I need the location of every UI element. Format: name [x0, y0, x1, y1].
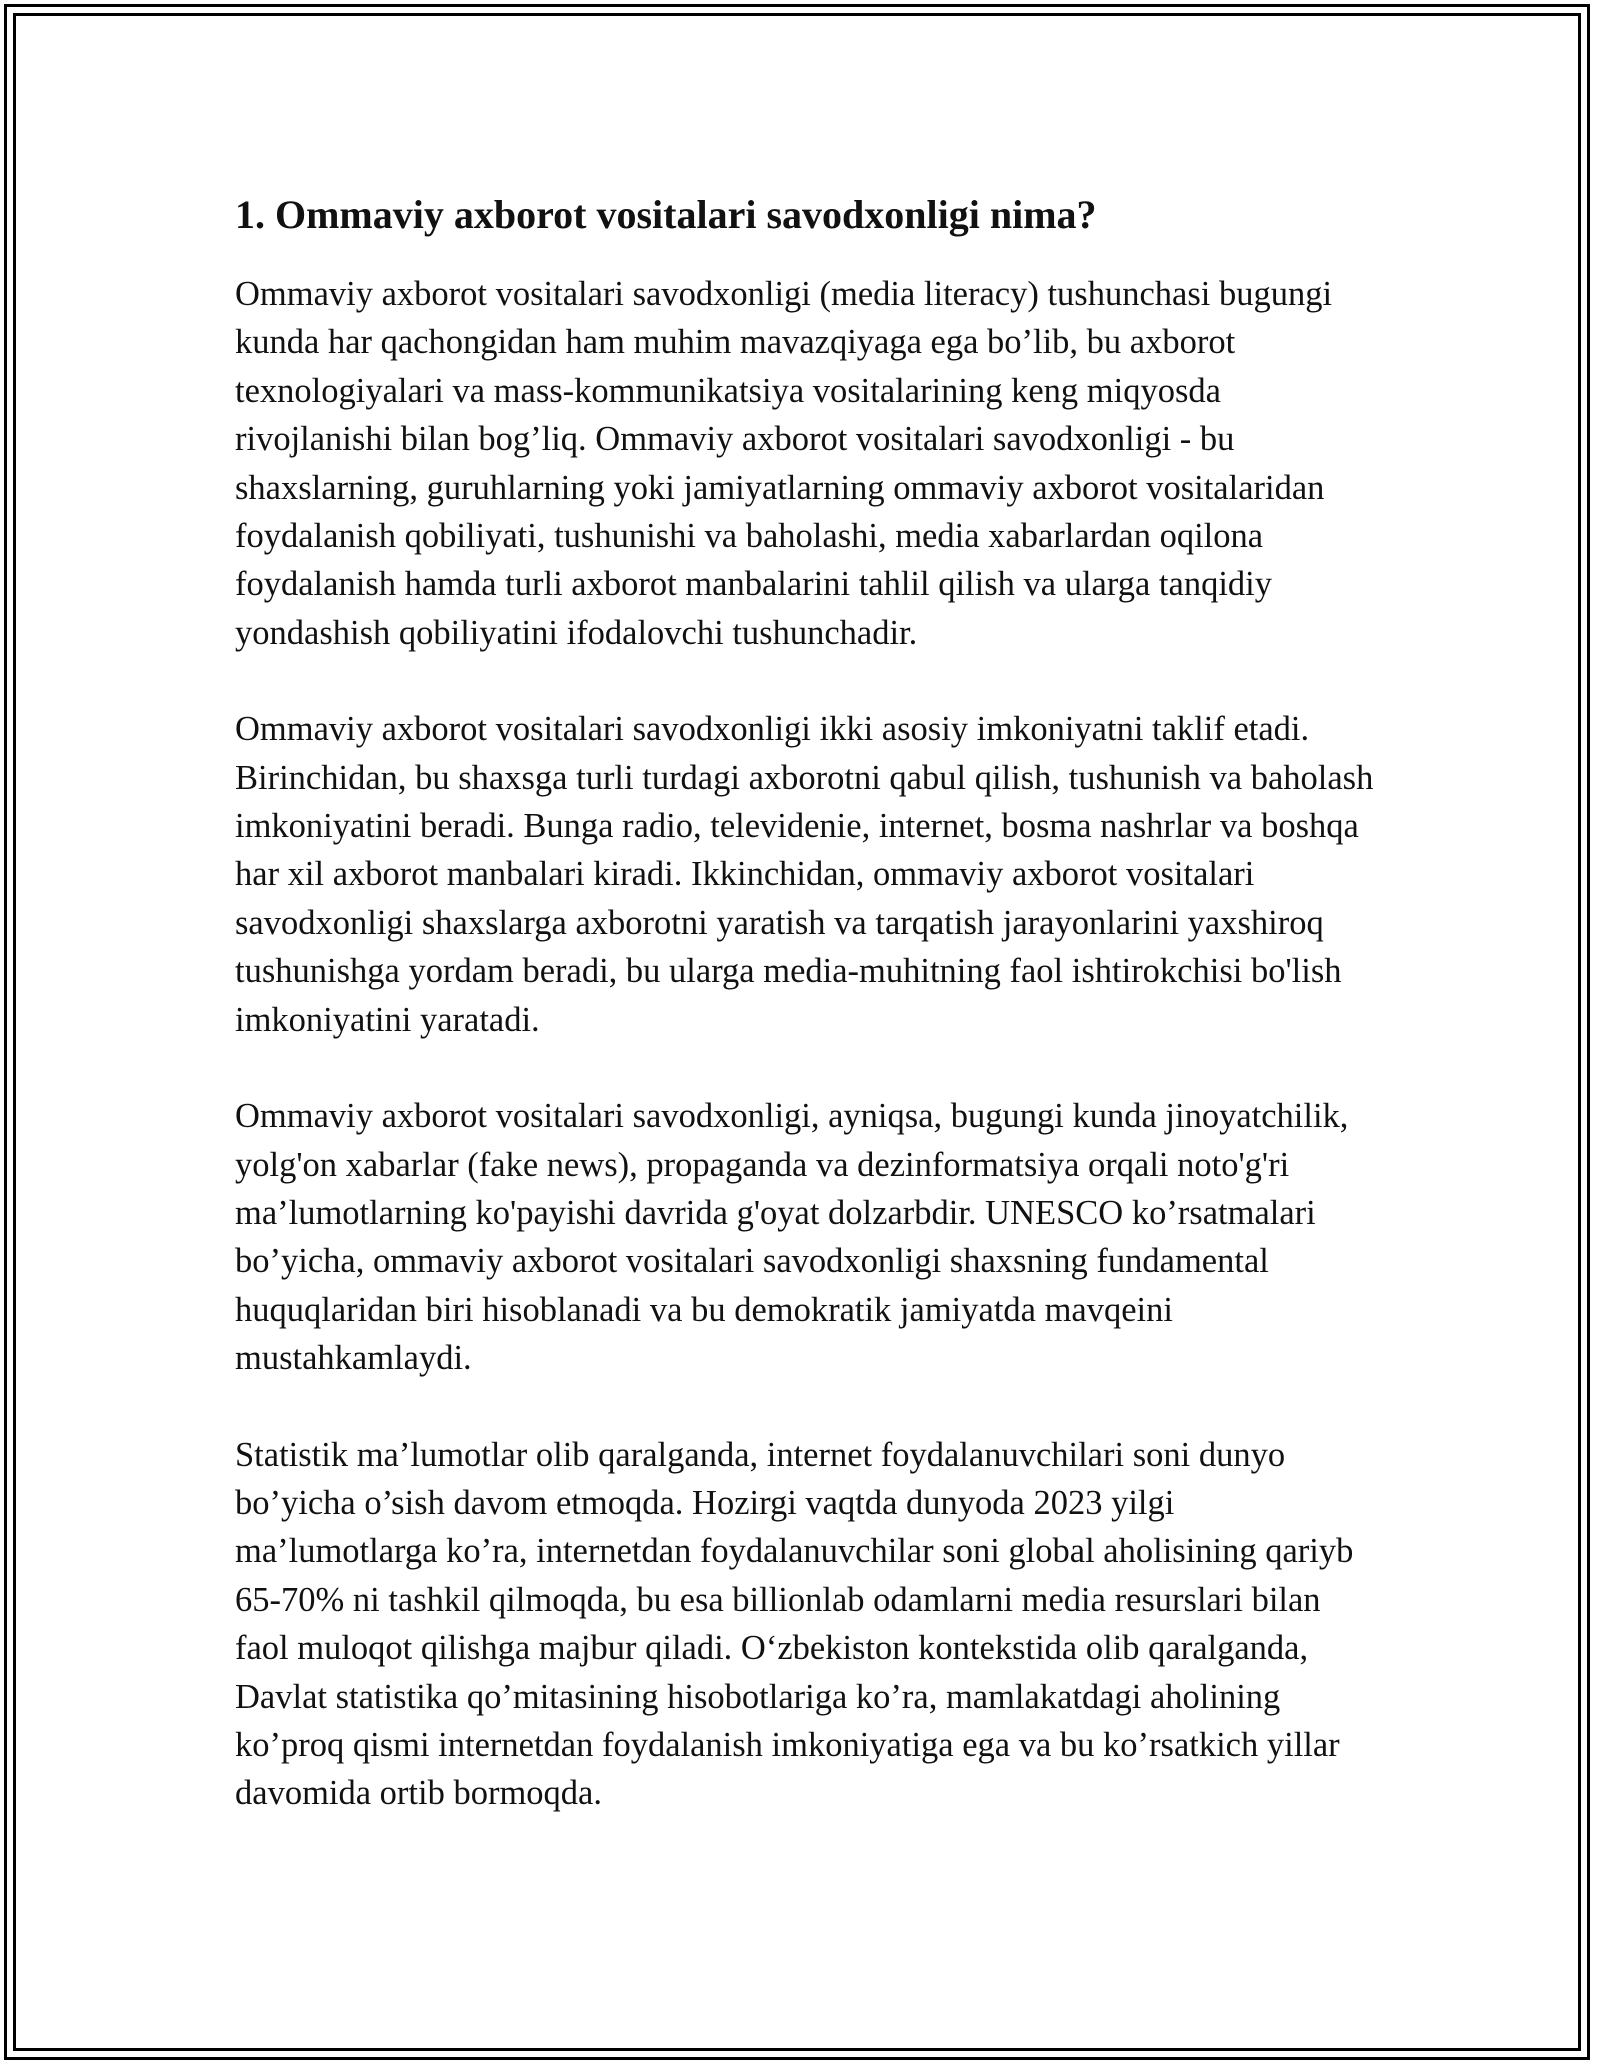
document-body	[235, 186, 1375, 1866]
paragraph-relevance: Ommaviy axborot vositalari savodxonligi, ayniqsa, bugungi kunda jinoyatchilik, yolg'on xabarlar (fake news), propaganda va dezinformatsiya orqali noto'g'ri ma’lumotlarning ko'payishi davrida g'oyat dolzarbdir. UNESCO ko’rsatmalari bo’yicha, ommaviy axborot vositalari savodxonligi shaxsning fundamental huquqlaridan biri hisoblanadi va bu demokratik jamiyatda mavqeini mustahkamlaydi.	[235, 1097, 1349, 1378]
paragraph-definition: Ommaviy axborot vositalari savodxonligi (media literacy) tushunchasi bugungi kunda har qachongidan ham muhim mavazqiyaga ega bo’lib, bu axborot texnologiyalari va mass-kommunikatsiya vositalarining keng miqyosda rivojlanishi bilan bog’liq. Ommaviy axborot vositalari savodxonligi - bu shaxslarning, guruhlarning yoki jamiyatlarning ommaviy axborot vositalaridan foydalanish qobiliyati, tushunishi va baholashi, media xabarlardan oqilona foydalanish hamda turli axborot manbalarini tahlil qilish va ularga tanqidiy yondashish qobiliyatini ifodalovchi tushunchadir.	[235, 275, 1333, 652]
section-heading: 1. Ommaviy axborot vositalari savodxonligi nima?	[235, 192, 1097, 237]
paragraph-capabilities: Ommaviy axborot vositalari savodxonligi ikki asosiy imkoniyatni taklif etadi. Birinchidan, bu shaxsga turli turdagi axborotni qabul qilish, tushunish va baholash imkoniyatini beradi. Bunga radio, televidenie, internet, bosma nashrlar va boshqa har xil axborot manbalari kiradi. Ikkinchidan, ommaviy axborot vositalari savodxonligi shaxslarga axborotni yaratish va tarqatish jarayonlarini yaxshiroq tushunishga yordam beradi, bu ularga media-muhitning faol ishtirokchisi bo'lish imkoniyatini yaratadi.	[235, 710, 1374, 1039]
paragraph-statistics: Statistik ma’lumotlar olib qaralganda, internet foydalanuvchilari soni dunyo bo’yicha o’sish davom etmoqda. Hozirgi vaqtda dunyoda 2023 yilgi ma’lumotlarga ko’ra, internetdan foydalanuvchilar soni global aholisining qariyb 65-70% ni tashkil qilmoqda, bu esa billionlab odamlarni media resurslari bilan faol muloqot qilishga majbur qiladi. O‘zbekiston kontekstida olib qaralganda, Davlat statistika qo’mitasining hisobotlariga ko’ra, mamlakatdagi aholining ko’proq qismi internetdan foydalanish imkoniyatiga ega va bu ko’rsatkich yillar davomida ortib bormoqda.	[235, 1435, 1354, 1813]
